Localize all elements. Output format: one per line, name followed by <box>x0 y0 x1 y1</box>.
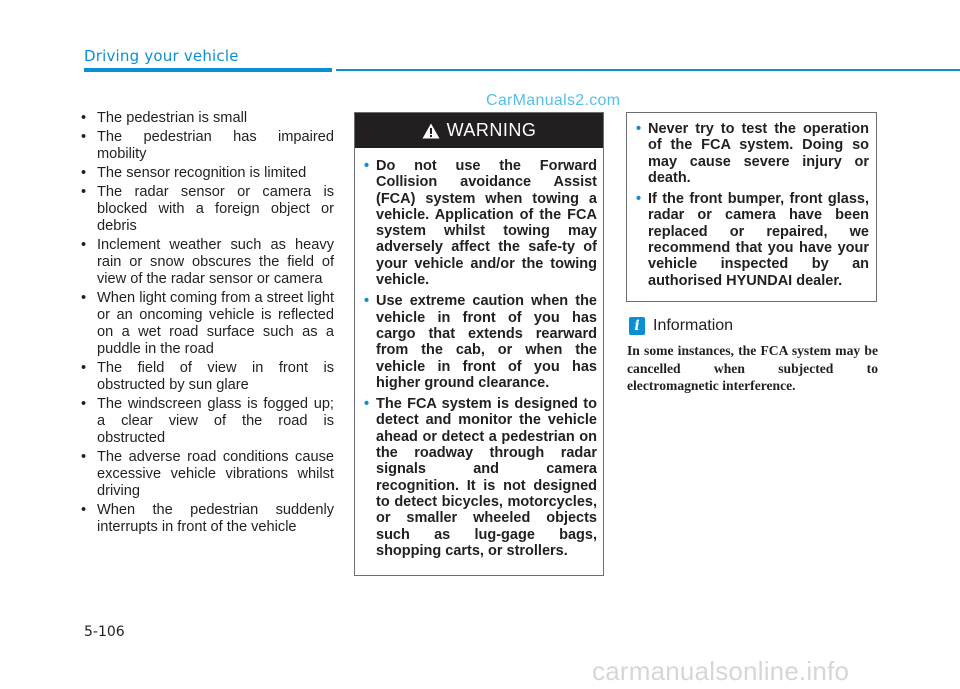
warning-continued-box <box>626 112 877 302</box>
list-item: • The pedestrian has impaired mobility <box>75 129 334 163</box>
information-title: Information <box>653 317 734 334</box>
page-number: 5-106 <box>84 624 125 640</box>
warning-item: • Do not use the Forward Collision avoidance Assist (FCA) system when towing a vehicle. Application of the FCA system whilst towing may adversely affect the safe-ty of your vehicle and/or the towing vehicle. <box>364 158 597 288</box>
list-item: • When the pedestrian suddenly interrupts in front of the vehicle <box>75 502 334 536</box>
info-icon: i <box>629 317 645 335</box>
warning-item: • If the front bumper, front glass, radar or camera have been replaced or repaired, we recommend that you have your vehicle inspected by an authorised HYUNDAI dealer. <box>636 191 869 289</box>
watermark-bottom: carmanualsonline.info <box>592 656 850 686</box>
list-item: • The windscreen glass is fogged up; a clear view of the road is obstructed <box>75 396 334 447</box>
list-item: • When light coming from a street light or an oncoming vehicle is reflected on a wet road surface such as a puddle in the road <box>75 290 334 358</box>
list-item: • The radar sensor or camera is blocked with a foreign object or debris <box>75 184 334 235</box>
warning-box <box>354 112 604 576</box>
warning-header <box>355 113 603 148</box>
header-rule-thick <box>84 68 332 72</box>
information-heading <box>629 317 733 335</box>
watermark-top: CarManuals2.com <box>486 92 621 109</box>
list-item: • The sensor recognition is limited <box>75 165 334 182</box>
warning-list <box>355 158 603 559</box>
section-title: Driving your vehicle <box>84 47 239 65</box>
warning-item: • Use extreme caution when the vehicle in front of you has cargo that extends rearward from the cab, or when the vehicle in front of you has higher ground clearance. <box>364 293 597 391</box>
information-text: In some instances, the FCA system may be cancelled when subjected to electromagnetic interference. <box>627 343 878 393</box>
list-item: • The pedestrian is small <box>75 110 334 127</box>
warning-item: • Never try to test the operation of the FCA system. Doing so may cause severe injury or death. <box>636 121 869 186</box>
warning-label: WARNING <box>446 120 537 140</box>
warning-continued-list <box>627 121 876 289</box>
condition-list <box>75 110 334 538</box>
list-item: • The adverse road conditions cause excessive vehicle vibrations whilst driving <box>75 449 334 500</box>
header-rule-thin <box>336 69 960 71</box>
warning-item: • The FCA system is designed to detect and monitor the vehicle ahead or detect a pedestrian on the roadway through radar signals and camera recognition. It is not designed to detect bicycles, motorcycles, or smaller wheeled objects such as lug-gage bags, shopping carts, or strollers. <box>364 396 597 559</box>
warning-triangle-icon <box>422 123 440 139</box>
list-item: • The field of view in front is obstructed by sun glare <box>75 360 334 394</box>
list-item: • Inclement weather such as heavy rain or snow obscures the field of view of the radar sensor or camera <box>75 237 334 288</box>
